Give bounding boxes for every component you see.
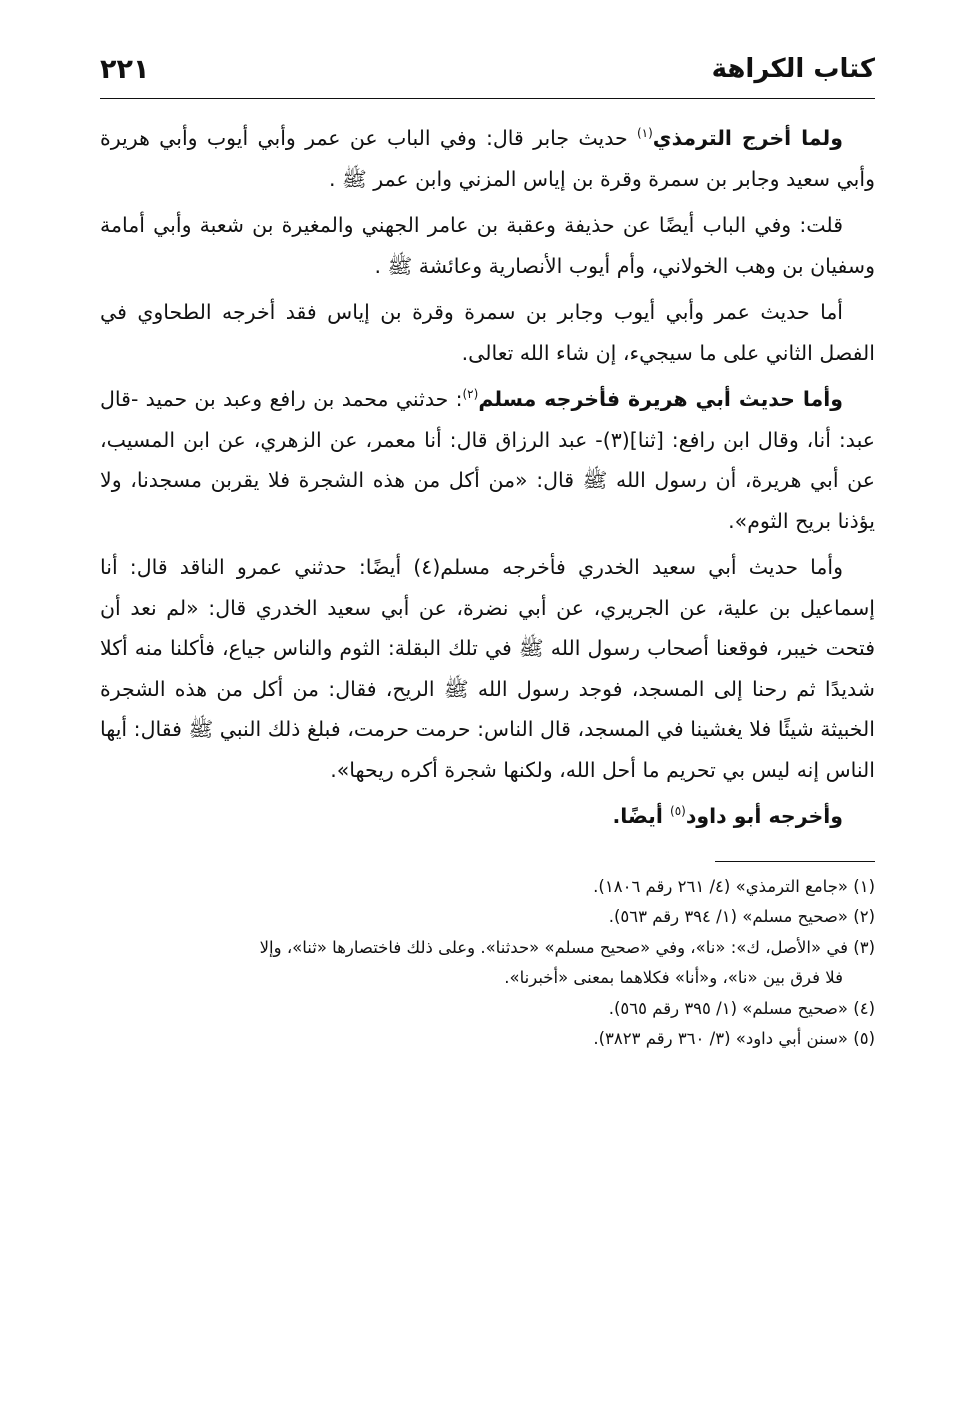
page-header	[100, 48, 875, 100]
footnote-2: (٢) «صحيح مسلم» (١/ ٣٩٤ رقم ٥٦٣).	[608, 907, 875, 926]
paragraph-lead: وأما حديث أبي هريرة فأخرجه مسلم	[478, 387, 843, 411]
paragraph-body: قلت: وفي الباب أيضًا عن حذيفة وعقبة بن عامر الجهني والمغيرة بن شعبة وأبي أمامة وسفيان بن وهب الخولاني، وأم أيوب الأنصارية وعائشة ﷺ .	[100, 213, 875, 278]
paragraph-body: أيضًا.	[612, 804, 670, 828]
paragraph-body: : حدثني محمد بن رافع وعبد بن حميد -قال عبد: أنا، وقال ابن رافع: [ثنا](٣)- عبد الرزاق قال: أنا معمر، عن الزهري، عن ابن المسيب، عن أبي هريرة، أن رسول الله ﷺ قال: «من أكل من هذه الشجرة فلا يقربن مسجدنا، ولا يؤذنا بريح الثوم».	[100, 387, 875, 533]
footnote-4: (٤) «صحيح مسلم» (١/ ٣٩٥ رقم ٥٦٥).	[608, 998, 875, 1018]
footnote-ref: (٥)	[670, 804, 686, 819]
paragraph-umar	[100, 292, 875, 373]
paragraph-tirmidhi	[100, 118, 875, 199]
paragraph-abu-said	[100, 547, 875, 790]
footnote-3-continued: فلا فرق بين «نا»، و«أنا» فكلاهما بمعنى «أخبرنا».	[504, 968, 843, 987]
page-number: ٢٢١	[100, 54, 150, 85]
paragraph-lead: ولما أخرج الترمذي	[652, 126, 843, 150]
paragraph-body: وأما حديث أبي سعيد الخدري فأخرجه مسلم(٤) أيضًا: حدثني عمرو الناقد قال: أنا إسماعيل بن علية، عن الجريري، عن أبي نضرة، عن أبي سعيد الخدري قال: «لم نعد أن فتحت خيبر، فوقعنا أصحاب رسول الله ﷺ في تلك البقلة: الثوم والناس جياع، فأكلنا منه أكلا شديدًا ثم رحنا إلى المسجد، فوجد رسول الله ﷺ الريح، فقال: من أكل من هذه الشجرة الخبيثة شيئًا فلا يغشينا في المسجد، قال الناس: حرمت حرمت، فبلغ ذلك النبي ﷺ فقال: أيها الناس إنه ليس بي تحريم ما أحل الله، ولكنها شجرة أكره ريحها».	[100, 555, 875, 782]
running-title: كتاب الكراهة	[711, 54, 875, 84]
paragraph-lead: وأخرجه أبو داود	[685, 804, 843, 828]
paragraph-body: حديث جابر قال: وفي الباب عن عمر وأبي أيوب وأبي هريرة وأبي سعيد وجابر بن سمرة وقرة بن إياس المزني وابن عمر ﷺ .	[100, 126, 875, 191]
footnote-1: (١) «جامع الترمذي» (٤/ ٢٦١ رقم ١٨٠٦).	[593, 876, 875, 896]
main-text	[100, 118, 875, 837]
paragraph-body: أما حديث عمر وأبي أيوب وجابر بن سمرة وقرة بن إياس فقد أخرجه الطحاوي في الفصل الثاني على ما سيجيء، إن شاء الله تعالى.	[100, 300, 875, 365]
footnotes	[100, 872, 875, 1055]
paragraph-abu-dawud	[100, 796, 875, 837]
header-divider	[100, 98, 875, 99]
footnote-5: (٥) «سنن أبي داود» (٣/ ٣٦٠ رقم ٣٨٢٣).	[593, 1029, 875, 1048]
paragraph-abu-hurayra	[100, 379, 875, 541]
footnote-divider	[715, 861, 875, 862]
book-page	[100, 48, 875, 1055]
footnote-ref: (١)	[636, 126, 653, 141]
footnote-ref: (٢)	[462, 387, 479, 402]
paragraph-qultu	[100, 205, 875, 286]
footnote-3: (٣) في «الأصل، ك»: «نا»، وفي «صحيح مسلم» «حدثنا». وعلى ذلك فاختصارها «ثنا»، وإلا	[259, 937, 875, 957]
